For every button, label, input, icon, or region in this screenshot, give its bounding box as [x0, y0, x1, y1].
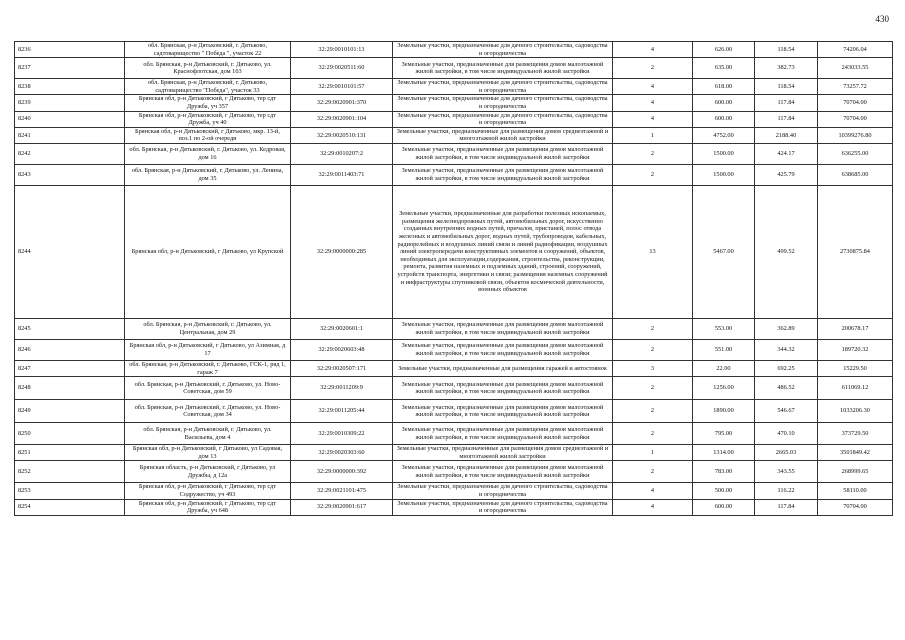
- table-row: [15, 58, 893, 79]
- cell-cadastral-number: 32:29:0011209:9: [291, 377, 393, 400]
- table-row: [15, 95, 893, 111]
- cell-area: 783.00: [693, 461, 755, 483]
- table-row: [15, 164, 893, 185]
- cell-cadastral-value: 268999.65: [818, 461, 893, 483]
- table-row: [15, 483, 893, 499]
- cell-land-use: Земельные участки, предназначенные для размещения домов малоэтажной жилой застройки, в том числе индивидуальной жилой застройки: [393, 143, 613, 164]
- cell-group: 2: [613, 318, 693, 339]
- cell-group: 2: [613, 461, 693, 483]
- cell-group: 4: [613, 499, 693, 515]
- cell-cadastral-value: 73257.72: [818, 79, 893, 95]
- cell-row-number: 8250: [15, 423, 125, 445]
- table-row: [15, 377, 893, 400]
- cell-address: обл. Брянская, р-н Дятьковский, г. Дятьково, ГСК-1, ряд 1, гараж 7: [125, 360, 291, 376]
- cell-cadastral-value: 58110.00: [818, 483, 893, 499]
- cell-row-number: 8243: [15, 164, 125, 185]
- table-row: [15, 461, 893, 483]
- cell-area: 4752.00: [693, 127, 755, 143]
- cell-cadastral-value: 243033.55: [818, 58, 893, 79]
- cell-row-number: 8253: [15, 483, 125, 499]
- cell-row-number: 8245: [15, 318, 125, 339]
- cell-land-use: Земельные участки, предназначенные для размещения домов малоэтажной жилой застройки, в том числе индивидуальной жилой застройки: [393, 423, 613, 445]
- cell-cadastral-number: 32:29:0010309:22: [291, 423, 393, 445]
- cell-area: 600.00: [693, 95, 755, 111]
- cell-group: 4: [613, 111, 693, 127]
- cell-area: 635.00: [693, 58, 755, 79]
- cell-specific-value: 499.52: [755, 185, 818, 318]
- cell-land-use: Земельные участки, предназначенные для дачного строительства, садоводства и огородничества: [393, 79, 613, 95]
- cell-row-number: 8236: [15, 42, 125, 58]
- cell-cadastral-value: 70704.00: [818, 95, 893, 111]
- table-row: [15, 499, 893, 515]
- cell-land-use: Земельные участки, предназначенные для размещения домов малоэтажной жилой застройки, в том числе индивидуальной жилой застройки: [393, 461, 613, 483]
- cell-group: 4: [613, 42, 693, 58]
- cell-address: Брянская обл, р-н Дятьковский, г Дятьково, ул Садовая, дом 13: [125, 445, 291, 461]
- cell-area: 626.00: [693, 42, 755, 58]
- cell-specific-value: 117.84: [755, 111, 818, 127]
- cell-cadastral-value: 638685.00: [818, 164, 893, 185]
- cell-address: Брянская обл, р-н Дятьковский, г Дятьково, тер сдт Содружество, уч 493: [125, 483, 291, 499]
- cell-address: Брянская обл, р-н Дятьковский, г Дятьково, тер сдт Дружба, уч 357: [125, 95, 291, 111]
- cell-land-use: Земельные участки, предназначенные для разработки полезных ископаемых, размещения железнодорожных путей, автомобильных дорог, искусственно созданных внутренних водных путей, причалов, пристаней, полос отвода железных и автомобильных дорог, водных путей, трубопроводов, кабельных, радиорелейных и воздушных линий связи и линий радиофикации, воздушных линий электропередачи конструктивных элементов и сооружений, объектов, необходимых для эксплуатации,содержания, строительства, реконструкции, ремонта, развития наземных и подземных зданий, строений, сооружений, устройств транспорта, энергетики и связи; размещения наземных сооружений и инфраструктуры спутниковой связи, объектов космической деятельности, военных объектов: [393, 185, 613, 318]
- cell-address: Брянская обл, р-н Дятьковский, г Дятьково, тер сдт Дружба, уч 648: [125, 499, 291, 515]
- cell-group: 4: [613, 79, 693, 95]
- cell-area: 553.00: [693, 318, 755, 339]
- table-row: [15, 360, 893, 376]
- table-row: [15, 445, 893, 461]
- cell-specific-value: 486.52: [755, 377, 818, 400]
- cell-group: 2: [613, 58, 693, 79]
- cell-specific-value: 117.84: [755, 95, 818, 111]
- cell-land-use: Земельные участки, предназначенные для размещения домов малоэтажной жилой застройки, в том числе индивидуальной жилой застройки: [393, 377, 613, 400]
- cell-group: 3: [613, 360, 693, 376]
- cell-land-use: Земельные участки, предназначенные для дачного строительства, садоводства и огородничества: [393, 111, 613, 127]
- cell-specific-value: 362.89: [755, 318, 818, 339]
- table-body: [15, 42, 893, 516]
- cell-cadastral-number: 32:29:0020901:617: [291, 499, 393, 515]
- cell-address: обл. Брянская, р-н Дятьковский, г. Дятьково, ул. Ново-Советская, дом 34: [125, 400, 291, 423]
- cell-address: обл. Брянская, р-н Дятьковский, г. Дятьково, ул. Кедровая, дом 16: [125, 143, 291, 164]
- cell-cadastral-value: 3501849.42: [818, 445, 893, 461]
- table-row: [15, 79, 893, 95]
- cell-specific-value: 546.67: [755, 400, 818, 423]
- cell-cadastral-number: 32:29:0011403:71: [291, 164, 393, 185]
- cell-address: обл. Брянская, р-н Дятьковский, г. Дятьково, ул. Васильева, дом 4: [125, 423, 291, 445]
- cell-cadastral-value: 10399276.80: [818, 127, 893, 143]
- cell-area: 1256.00: [693, 377, 755, 400]
- cell-cadastral-value: 189720.32: [818, 339, 893, 360]
- cell-row-number: 8238: [15, 79, 125, 95]
- cell-area: 500.00: [693, 483, 755, 499]
- cell-cadastral-value: 74206.04: [818, 42, 893, 58]
- cell-row-number: 8239: [15, 95, 125, 111]
- cell-cadastral-number: 32:29:0020901:104: [291, 111, 393, 127]
- cell-group: 4: [613, 483, 693, 499]
- cell-row-number: 8251: [15, 445, 125, 461]
- cell-address: обл. Брянская, р-н Дятьковский, г. Дятьково, ул. Ленина, дом 35: [125, 164, 291, 185]
- cell-land-use: Земельные участки, предназначенные для дачного строительства, садоводства и огородничества: [393, 42, 613, 58]
- cell-land-use: Земельные участки, предназначенные для дачного строительства, садоводства и огородничества: [393, 483, 613, 499]
- cell-group: 4: [613, 95, 693, 111]
- cell-land-use: Земельные участки, предназначенные для размещения домов среднеэтажной и многоэтажной жилой застройки: [393, 127, 613, 143]
- cell-row-number: 8246: [15, 339, 125, 360]
- cell-area: 1314.00: [693, 445, 755, 461]
- cell-cadastral-number: 32:29:0020601:1: [291, 318, 393, 339]
- cell-cadastral-number: 32:29:0021101:475: [291, 483, 393, 499]
- cell-cadastral-number: 32:29:0020511:60: [291, 58, 393, 79]
- cell-specific-value: 470.10: [755, 423, 818, 445]
- cell-specific-value: 2665.03: [755, 445, 818, 461]
- cell-address: Брянская обл, р-н Дятьковский, г Дятьково, ул Азимная, д 17: [125, 339, 291, 360]
- cell-specific-value: 116.22: [755, 483, 818, 499]
- cell-group: 1: [613, 445, 693, 461]
- page-number: 430: [875, 14, 889, 24]
- cell-row-number: 8254: [15, 499, 125, 515]
- cell-area: 1500.00: [693, 143, 755, 164]
- cell-row-number: 8248: [15, 377, 125, 400]
- cell-land-use: Земельные участки, предназначенные для размещения домов малоэтажной жилой застройки, в том числе индивидуальной жилой застройки: [393, 400, 613, 423]
- cell-cadastral-number: 32:29:0020303:60: [291, 445, 393, 461]
- cell-land-use: Земельные участки, предназначенные для размещения гаражей и автостоянок: [393, 360, 613, 376]
- cell-row-number: 8240: [15, 111, 125, 127]
- cell-cadastral-number: 32:29:0010101:57: [291, 79, 393, 95]
- cell-cadastral-value: 611069.12: [818, 377, 893, 400]
- cell-group: 13: [613, 185, 693, 318]
- cell-cadastral-value: 373729.50: [818, 423, 893, 445]
- cell-group: 1: [613, 127, 693, 143]
- cell-cadastral-number: 32:29:0011205:44: [291, 400, 393, 423]
- cell-area: 795.00: [693, 423, 755, 445]
- cell-land-use: Земельные участки, предназначенные для размещения домов малоэтажной жилой застройки, в том числе индивидуальной жилой застройки: [393, 58, 613, 79]
- cell-specific-value: 117.84: [755, 499, 818, 515]
- cell-specific-value: 343.55: [755, 461, 818, 483]
- cell-group: 2: [613, 377, 693, 400]
- cell-group: 2: [613, 400, 693, 423]
- cell-land-use: Земельные участки, предназначенные для дачного строительства, садоводства и огородничества: [393, 95, 613, 111]
- cell-cadastral-number: 32:29:0010207:2: [291, 143, 393, 164]
- table-row: [15, 339, 893, 360]
- cell-address: обл. Брянская, р-н Дятьковский, г. Дятьково, ул. Краснофлотская, дом 103: [125, 58, 291, 79]
- cell-address: Брянская обл, р-н Дятьковский, г Дятьково, тер сдт Дружба, уч 40: [125, 111, 291, 127]
- cell-row-number: 8244: [15, 185, 125, 318]
- cell-specific-value: 424.17: [755, 143, 818, 164]
- land-registry-table: [14, 41, 893, 516]
- cell-address: обл. Брянская, р-н Дятьковский, г. Дятьково, садтоварищество "Победа", участок 33: [125, 79, 291, 95]
- cell-address: обл. Брянская, р-н Дятьковский, г. Дятьково, ул. Центральная, дом 29: [125, 318, 291, 339]
- cell-area: 618.00: [693, 79, 755, 95]
- cell-address: Брянская обл, р-н Дятьковский, г Дятьково, ул Крупской: [125, 185, 291, 318]
- cell-area: 5467.00: [693, 185, 755, 318]
- cell-cadastral-number: 32:29:0020510:131: [291, 127, 393, 143]
- table-row: [15, 423, 893, 445]
- cell-cadastral-number: 32:29:0000000:285: [291, 185, 393, 318]
- cell-cadastral-number: 32:29:0020603:48: [291, 339, 393, 360]
- cell-cadastral-number: 32:29:0020507:171: [291, 360, 393, 376]
- table-row: [15, 143, 893, 164]
- table-row: [15, 127, 893, 143]
- cell-address: Брянская область, р-н Дятьковский, г Дятьково, ул Дружбы, д 12а: [125, 461, 291, 483]
- cell-land-use: Земельные участки, предназначенные для размещения домов среднеэтажной и многоэтажной жилой застройки: [393, 445, 613, 461]
- cell-land-use: Земельные участки, предназначенные для размещения домов малоэтажной жилой застройки, в том числе индивидуальной жилой застройки: [393, 339, 613, 360]
- cell-row-number: 8249: [15, 400, 125, 423]
- cell-address: Брянская обл, р-н Дятьковский, г Дятьково, мкр. 13-й, поз.1 по 2-ой очереди: [125, 127, 291, 143]
- cell-row-number: 8242: [15, 143, 125, 164]
- cell-group: 2: [613, 423, 693, 445]
- table-row: [15, 318, 893, 339]
- cell-land-use: Земельные участки, предназначенные для размещения домов малоэтажной жилой застройки, в том числе индивидуальной жилой застройки: [393, 318, 613, 339]
- cell-specific-value: 118.54: [755, 42, 818, 58]
- cell-specific-value: 425.79: [755, 164, 818, 185]
- cell-row-number: 8247: [15, 360, 125, 376]
- cell-area: 551.00: [693, 339, 755, 360]
- cell-row-number: 8252: [15, 461, 125, 483]
- cell-cadastral-number: 32:29:0010101:13: [291, 42, 393, 58]
- cell-area: 1500.00: [693, 164, 755, 185]
- table-row: [15, 400, 893, 423]
- cell-area: 1890.00: [693, 400, 755, 423]
- cell-cadastral-value: 70704.00: [818, 111, 893, 127]
- cell-area: 600.00: [693, 499, 755, 515]
- cell-specific-value: 692.25: [755, 360, 818, 376]
- cell-area: 22.00: [693, 360, 755, 376]
- cell-address: обл. Брянская, р-н Дятьковский, г. Дятьково, ул. Ново-Советская, дом 59: [125, 377, 291, 400]
- cell-cadastral-number: 32:29:0020901:370: [291, 95, 393, 111]
- table-row: [15, 42, 893, 58]
- table-row: [15, 111, 893, 127]
- cell-land-use: Земельные участки, предназначенные для дачного строительства, садоводства и огородничества: [393, 499, 613, 515]
- cell-specific-value: 344.32: [755, 339, 818, 360]
- cell-specific-value: 2188.40: [755, 127, 818, 143]
- cell-address: обл. Брянская, р-н Дятьковский, г. Дятьково, садтоварищество " Победа ", участок 22: [125, 42, 291, 58]
- cell-group: 2: [613, 339, 693, 360]
- cell-group: 2: [613, 164, 693, 185]
- cell-cadastral-value: 2730875.84: [818, 185, 893, 318]
- cell-area: 600.00: [693, 111, 755, 127]
- cell-row-number: 8241: [15, 127, 125, 143]
- cell-cadastral-value: 1033206.30: [818, 400, 893, 423]
- cell-cadastral-value: 70704.00: [818, 499, 893, 515]
- cell-cadastral-value: 636255.00: [818, 143, 893, 164]
- cell-specific-value: 118.54: [755, 79, 818, 95]
- table-row: [15, 185, 893, 318]
- cell-row-number: 8237: [15, 58, 125, 79]
- cell-group: 2: [613, 143, 693, 164]
- cell-cadastral-number: 32:29:0000000:392: [291, 461, 393, 483]
- cell-land-use: Земельные участки, предназначенные для размещения домов малоэтажной жилой застройки, в том числе индивидуальной жилой застройки: [393, 164, 613, 185]
- cell-cadastral-value: 15229.50: [818, 360, 893, 376]
- cell-specific-value: 382.73: [755, 58, 818, 79]
- cell-cadastral-value: 200678.17: [818, 318, 893, 339]
